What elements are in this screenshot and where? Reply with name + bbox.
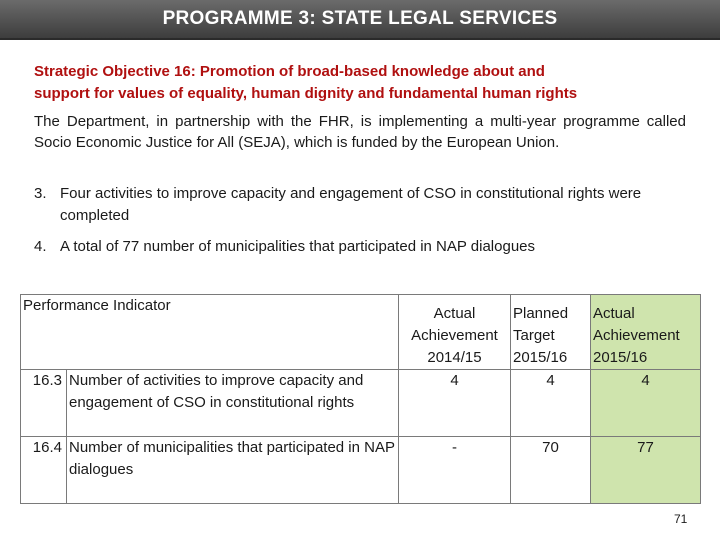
page-title: PROGRAMME 3: STATE LEGAL SERVICES [162, 8, 558, 29]
row-actual-2015: 4 [591, 370, 701, 437]
list-number: 4. [34, 238, 47, 255]
list-text: Four activities to improve capacity and engagement of CSO in constitutional rights were completed [60, 185, 642, 224]
row-indicator: Number of activities to improve capacity and engagement of CSO in constitutional rights [67, 370, 399, 437]
row-actual-2014: - [399, 437, 511, 504]
row-planned-2015: 4 [511, 370, 591, 437]
row-actual-2015: 77 [591, 437, 701, 504]
performance-table [20, 294, 701, 504]
row-id: 16.4 [21, 437, 67, 504]
row-planned-2015: 70 [511, 437, 591, 504]
header-planned-2015: Planned Target 2015/16 [511, 295, 591, 370]
list-text: A total of 77 number of municipalities that participated in NAP dialogues [60, 238, 536, 255]
objective-line-2: support for values of equality, human dignity and fundamental human rights [34, 85, 578, 102]
table-header-row [21, 295, 701, 370]
header-actual-2015: Actual Achievement 2015/16 [591, 295, 701, 370]
row-indicator: Number of municipalities that participated in NAP dialogues [67, 437, 399, 504]
objective-line-1: Strategic Objective 16: Promotion of broad-based knowledge about and [34, 63, 545, 80]
list-number: 3. [34, 185, 47, 202]
row-id: 16.3 [21, 370, 67, 437]
title-bar [0, 0, 720, 40]
strategic-objective [34, 61, 694, 105]
header-actual-2014: Actual Achievement 2014/15 [399, 295, 511, 370]
table-row [21, 370, 701, 437]
intro-paragraph: The Department, in partnership with the FHR, is implementing a multi-year programme called Socio Economic Justice for All (SEJA), which is funded by the European Union. [34, 113, 686, 151]
row-actual-2014: 4 [399, 370, 511, 437]
header-performance-indicator: Performance Indicator [21, 295, 399, 370]
page-number: 71 [674, 512, 688, 526]
table-row [21, 437, 701, 504]
